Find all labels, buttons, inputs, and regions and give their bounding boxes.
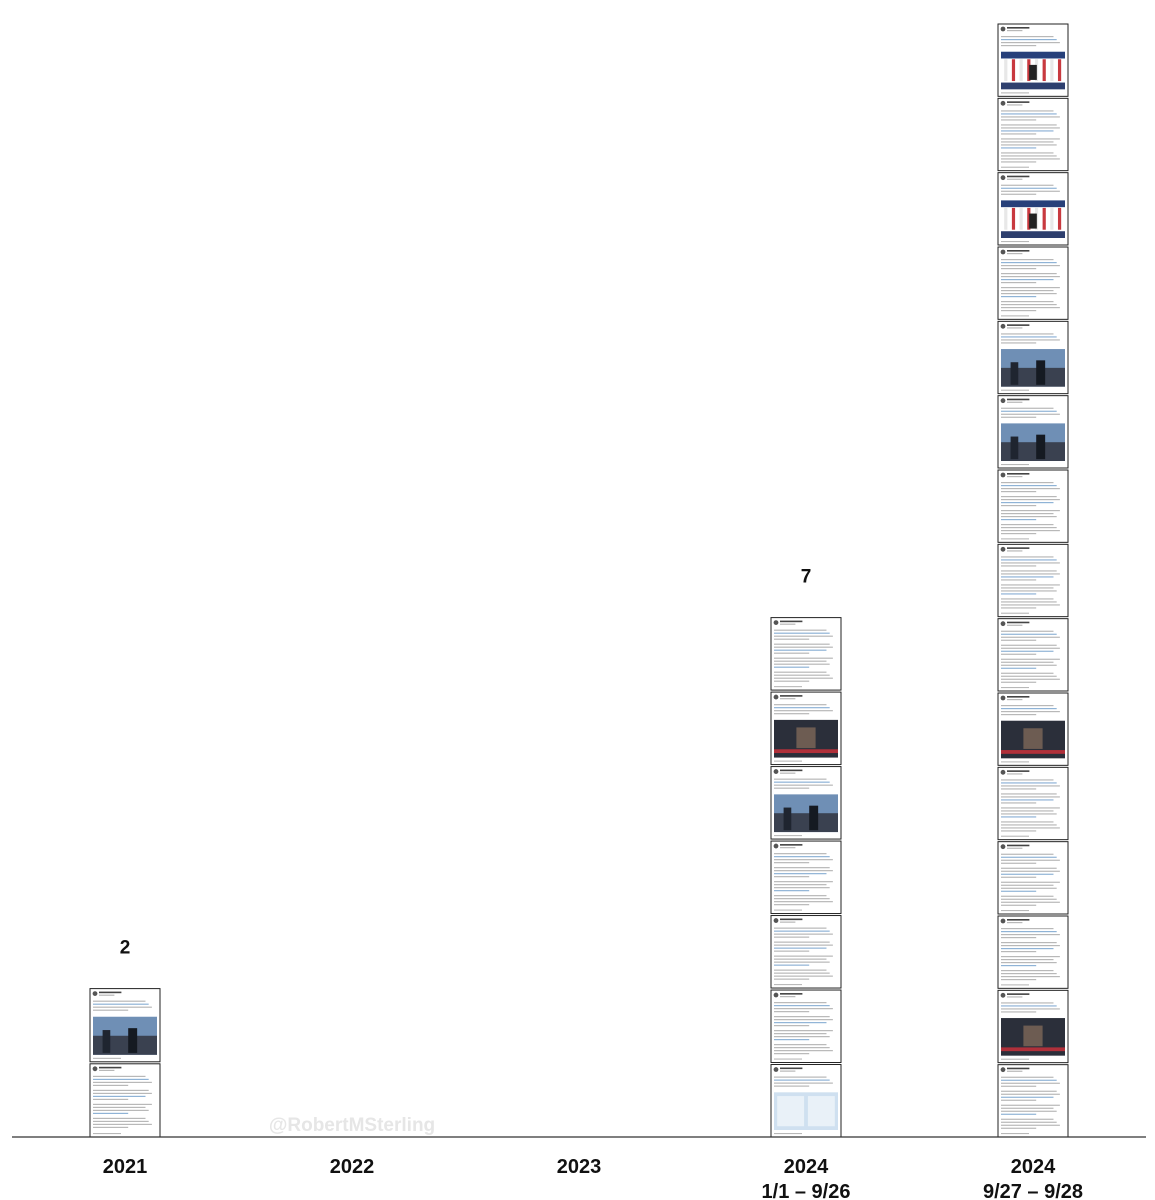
data-label: 7 — [800, 566, 812, 588]
x-tick-label: 2022 — [329, 1156, 375, 1178]
labels-layer — [103, 0, 1083, 1200]
x-tick-label: 2024 — [783, 1156, 829, 1178]
x-tick-label: 2021 — [102, 1156, 148, 1178]
bar — [90, 989, 160, 1137]
watermark: @RobertMSterling — [268, 1115, 436, 1136]
x-tick-label: 2024 — [1010, 1156, 1056, 1178]
bar — [998, 24, 1068, 1137]
bars-layer — [90, 24, 1068, 1137]
x-tick-label: 1/1 – 9/26 — [761, 1181, 851, 1200]
x-tick-label: 9/27 – 9/28 — [982, 1181, 1084, 1200]
data-label: 2 — [119, 937, 131, 959]
bar — [771, 618, 841, 1137]
x-tick-label: 2023 — [556, 1156, 602, 1178]
